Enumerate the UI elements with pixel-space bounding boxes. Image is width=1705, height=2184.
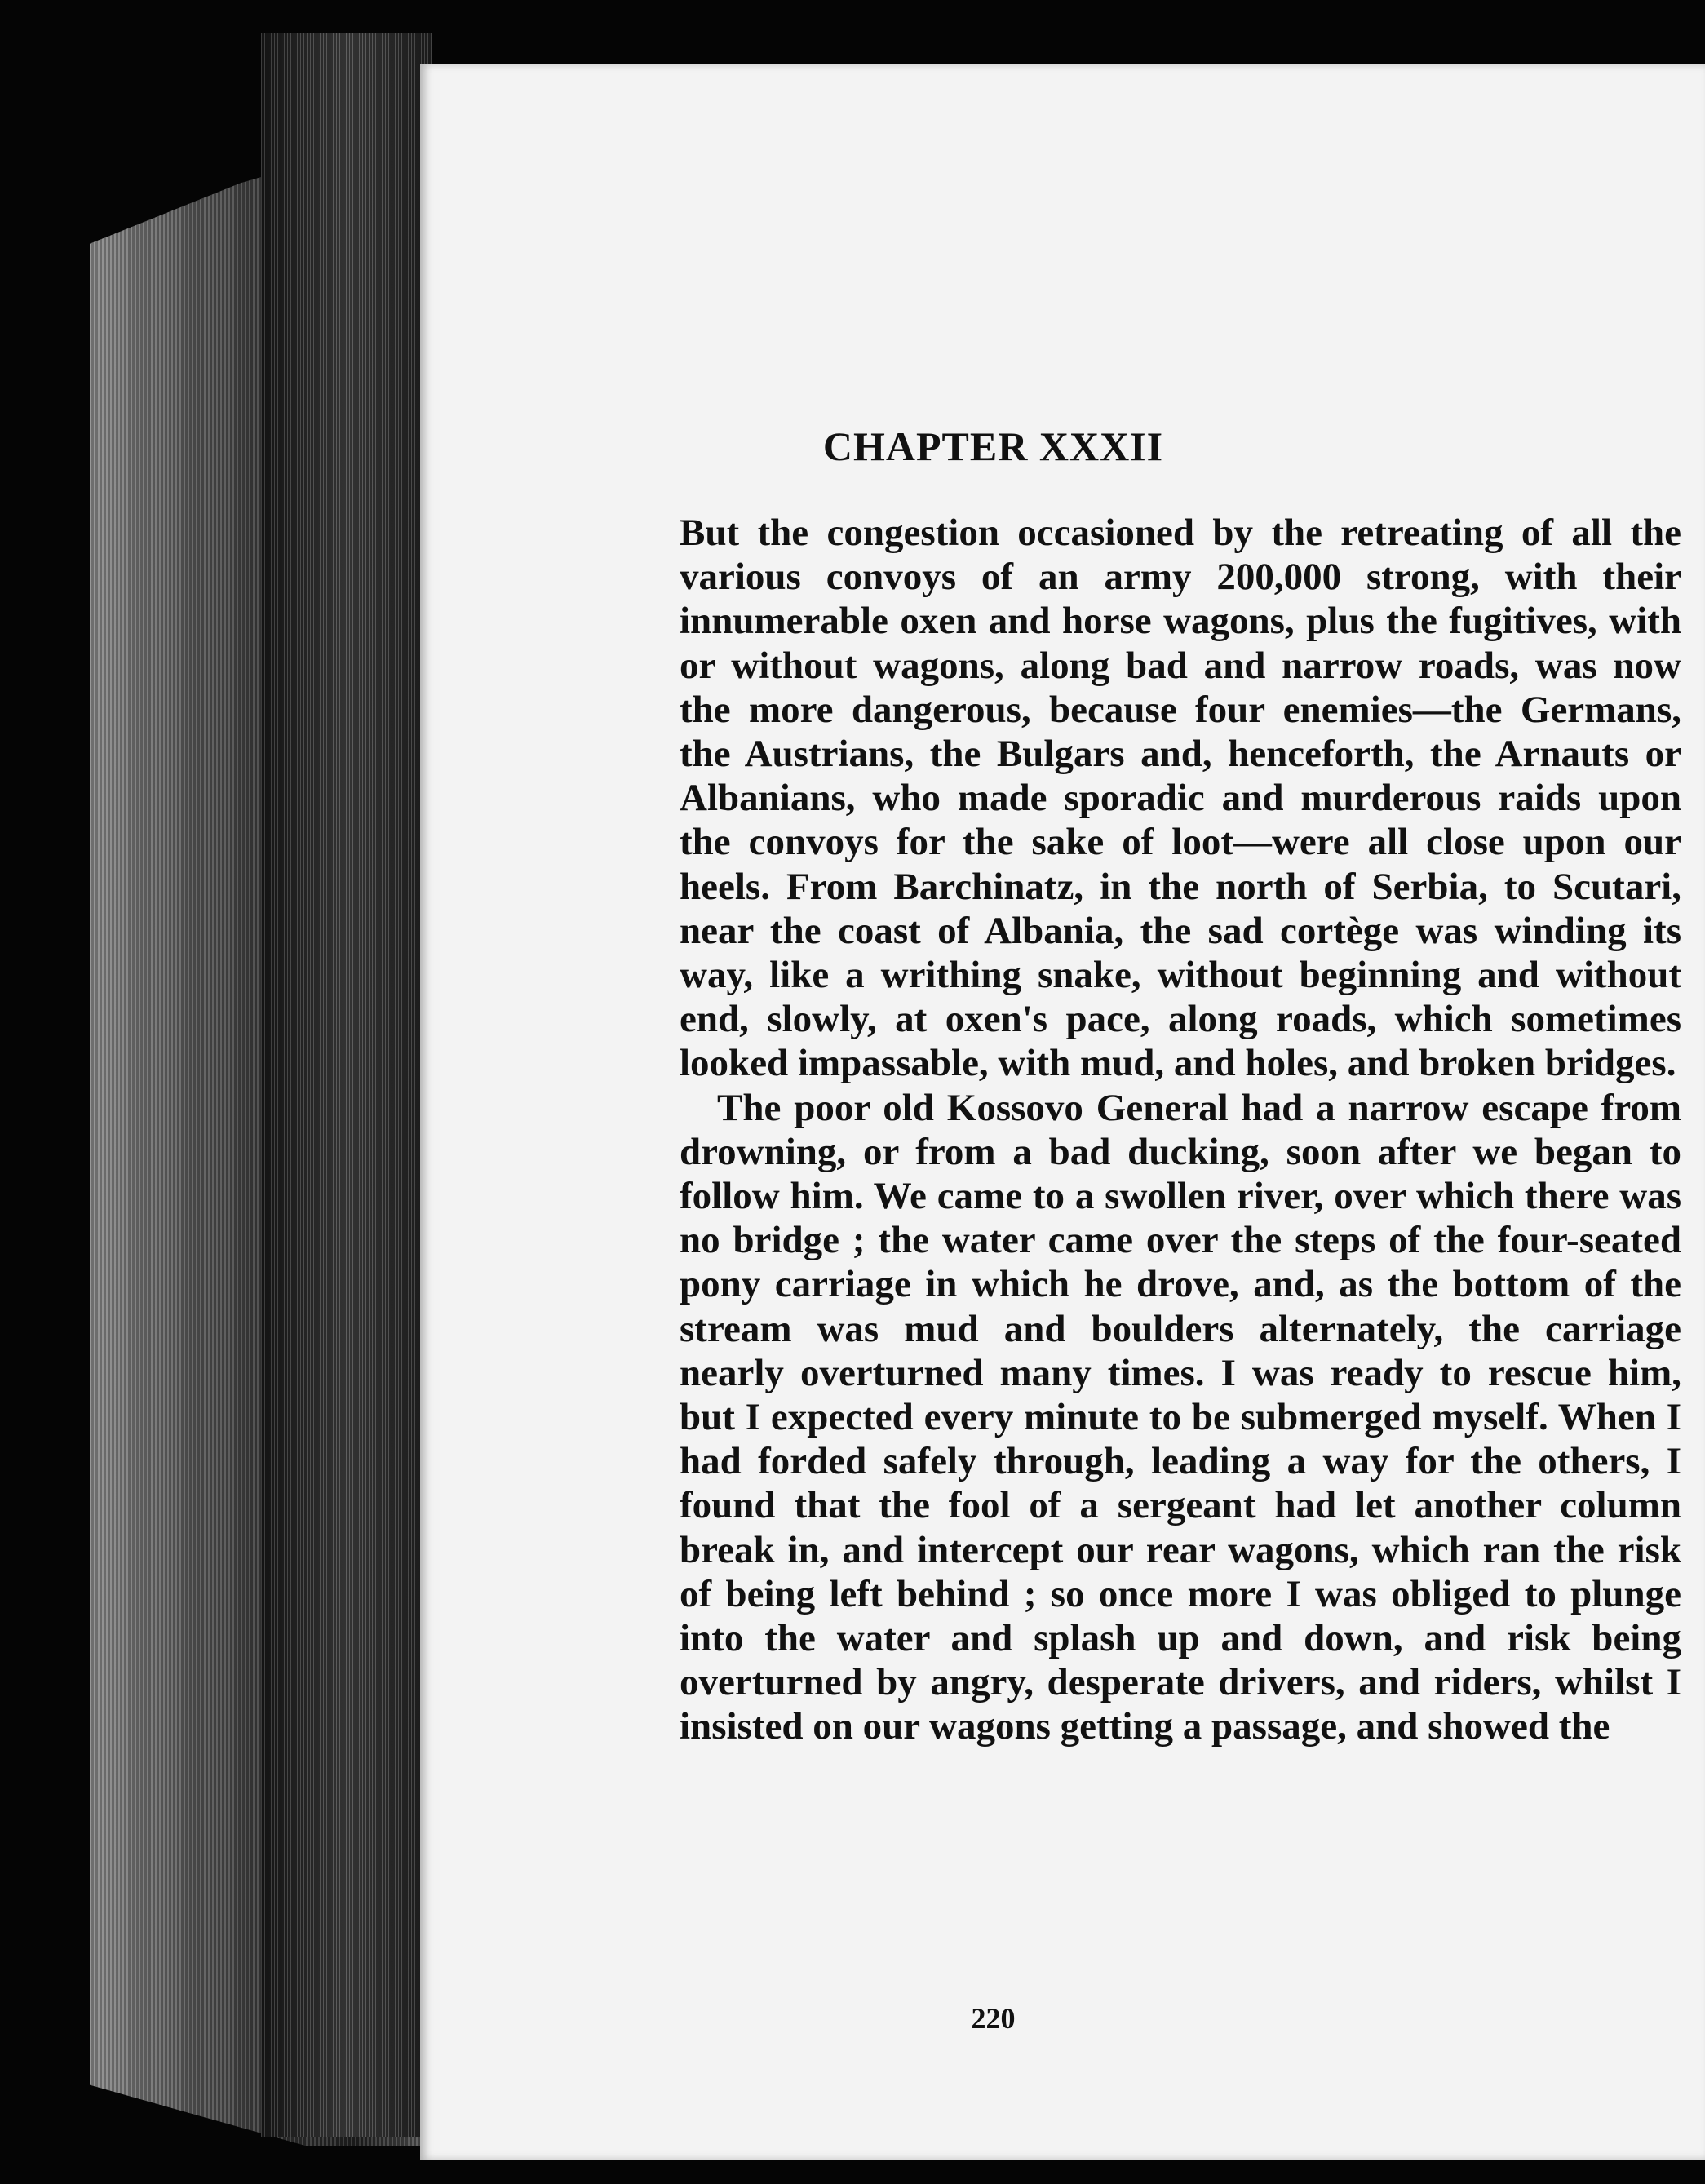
book-page <box>420 64 1705 2160</box>
book-gutter-edges <box>261 33 432 2137</box>
page-number: 220 <box>971 2002 1016 2035</box>
paragraph-2: The poor old Kossovo General had a narrow escape from drowning, or from a bad ducking, soon after we began to follow him. We came to a swollen river, over which there was no bridge ; the water came over the steps of the four-seated pony carriage in which he drove, and, as the bottom of the stream was mud and boulders alternately, the carriage nearly overturned many times. I was ready to rescue him, but I expected every minute to be submerged myself. When I had forded safely through, leading a way for the others, I found that the fool of a sergeant had let another column break in, and intercept our rear wagons, which ran the risk of being left behind ; so once more I was obliged to plunge into the water and splash up and down, and risk being overturned by angry, desperate drivers, and riders, whilst I insisted on our wagons getting a passage, and showed the <box>680 1086 1681 1748</box>
chapter-heading: CHAPTER XXXII <box>822 423 1164 469</box>
body-text <box>680 511 1681 1749</box>
paragraph-1: But the congestion occasioned by the retreating of all the various convoys of an army 200,000 strong, with their innumerable oxen and horse wagons, plus the fugitives, with or without wagons, along bad and narrow roads, was now the more dangerous, because four enemies—the Germans, the Austrians, the Bulgars and, henceforth, the Arnauts or Albanians, who made sporadic and murderous raids upon the convoys for the sake of loot—were all close upon our heels. From Barchinatz, in the north of Serbia, to Scutari, near the coast of Albania, the sad cortège was winding its way, like a writhing snake, without beginning and without end, slowly, at oxen's pace, along roads, which sometimes looked impassable, with mud, and holes, and broken bridges. <box>680 512 1681 1085</box>
